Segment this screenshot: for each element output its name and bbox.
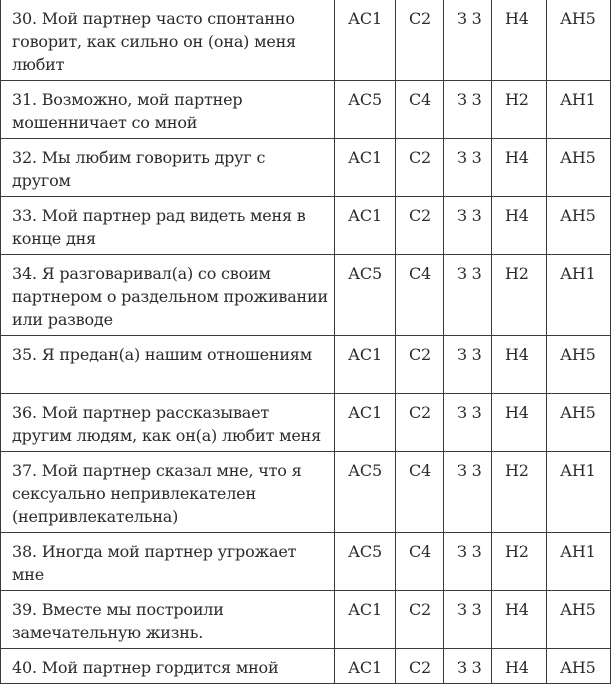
statement-cell: 32. Мы любим говорить друг с другом xyxy=(1,139,335,197)
answer-agree-cell: С2 xyxy=(396,0,444,81)
answer-agree-cell: С4 xyxy=(396,452,444,533)
answer-unsure-cell: З 3 xyxy=(444,336,492,394)
table-row-34 xyxy=(1,255,611,336)
answer-strongly-disagree-cell: АН5 xyxy=(547,394,611,452)
answer-strongly-agree-cell: АС1 xyxy=(335,649,396,684)
answer-unsure-cell: З 3 xyxy=(444,649,492,684)
table-row-39 xyxy=(1,591,611,649)
answer-disagree-cell: Н4 xyxy=(492,591,547,649)
answer-disagree-cell: Н4 xyxy=(492,336,547,394)
answer-unsure-cell: З 3 xyxy=(444,139,492,197)
statement-cell: 38. Иногда мой партнер угрожает мне xyxy=(1,533,335,591)
answer-strongly-disagree-cell: АН5 xyxy=(547,649,611,684)
answer-strongly-disagree-cell: АН1 xyxy=(547,452,611,533)
answer-strongly-agree-cell: АС5 xyxy=(335,81,396,139)
answer-agree-cell: С2 xyxy=(396,649,444,684)
answer-strongly-agree-cell: АС1 xyxy=(335,336,396,394)
statement-cell: 34. Я разговаривал(а) со своим партнером о раздельном проживании или разводе xyxy=(1,255,335,336)
answer-strongly-agree-cell: АС1 xyxy=(335,591,396,649)
answer-disagree-cell: Н4 xyxy=(492,0,547,81)
answer-unsure-cell: З 3 xyxy=(444,452,492,533)
answer-strongly-disagree-cell: АН5 xyxy=(547,336,611,394)
questionnaire-table-body xyxy=(1,0,611,684)
answer-unsure-cell: З 3 xyxy=(444,197,492,255)
statement-cell: 31. Возможно, мой партнер мошенничает со мной xyxy=(1,81,335,139)
statement-cell: 36. Мой партнер рассказывает другим людям, как он(а) любит меня xyxy=(1,394,335,452)
statement-cell: 35. Я предан(а) нашим отношениям xyxy=(1,336,335,394)
answer-strongly-agree-cell: АС5 xyxy=(335,533,396,591)
answer-strongly-agree-cell: АС1 xyxy=(335,0,396,81)
answer-strongly-agree-cell: АС5 xyxy=(335,255,396,336)
answer-unsure-cell: З 3 xyxy=(444,591,492,649)
answer-unsure-cell: З 3 xyxy=(444,533,492,591)
answer-strongly-disagree-cell: АН1 xyxy=(547,255,611,336)
answer-disagree-cell: Н4 xyxy=(492,197,547,255)
answer-strongly-disagree-cell: АН1 xyxy=(547,533,611,591)
table-row-36 xyxy=(1,394,611,452)
table-row-35 xyxy=(1,336,611,394)
answer-agree-cell: С2 xyxy=(396,591,444,649)
answer-strongly-disagree-cell: АН5 xyxy=(547,591,611,649)
answer-agree-cell: С2 xyxy=(396,336,444,394)
answer-agree-cell: С2 xyxy=(396,394,444,452)
table-row-32 xyxy=(1,139,611,197)
table-row-30 xyxy=(1,0,611,81)
answer-unsure-cell: З 3 xyxy=(444,255,492,336)
answer-disagree-cell: Н2 xyxy=(492,452,547,533)
answer-agree-cell: С4 xyxy=(396,81,444,139)
answer-strongly-agree-cell: АС1 xyxy=(335,197,396,255)
answer-agree-cell: С2 xyxy=(396,139,444,197)
statement-cell: 40. Мой партнер гордится мной xyxy=(1,649,335,684)
table-row-38 xyxy=(1,533,611,591)
table-row-31 xyxy=(1,81,611,139)
answer-strongly-disagree-cell: АН5 xyxy=(547,139,611,197)
answer-disagree-cell: Н2 xyxy=(492,533,547,591)
statement-cell: 39. Вместе мы построили замечательную жизнь. xyxy=(1,591,335,649)
answer-unsure-cell: З 3 xyxy=(444,81,492,139)
answer-unsure-cell: З 3 xyxy=(444,394,492,452)
answer-disagree-cell: Н4 xyxy=(492,139,547,197)
statement-cell: 30. Мой партнер часто спонтанно говорит, как сильно он (она) меня любит xyxy=(1,0,335,81)
statement-cell: 37. Мой партнер сказал мне, что я сексуально непривлекателен (непривлекательна) xyxy=(1,452,335,533)
answer-agree-cell: С4 xyxy=(396,255,444,336)
answer-strongly-agree-cell: АС1 xyxy=(335,394,396,452)
answer-disagree-cell: Н4 xyxy=(492,394,547,452)
answer-strongly-disagree-cell: АН1 xyxy=(547,81,611,139)
answer-disagree-cell: Н2 xyxy=(492,81,547,139)
table-row-33 xyxy=(1,197,611,255)
answer-disagree-cell: Н4 xyxy=(492,649,547,684)
answer-strongly-agree-cell: АС5 xyxy=(335,452,396,533)
answer-agree-cell: С2 xyxy=(396,197,444,255)
answer-disagree-cell: Н2 xyxy=(492,255,547,336)
table-row-37 xyxy=(1,452,611,533)
table-row-40 xyxy=(1,649,611,684)
statement-cell: 33. Мой партнер рад видеть меня в конце дня xyxy=(1,197,335,255)
answer-strongly-agree-cell: АС1 xyxy=(335,139,396,197)
answer-strongly-disagree-cell: АН5 xyxy=(547,197,611,255)
answer-unsure-cell: З 3 xyxy=(444,0,492,81)
answer-agree-cell: С4 xyxy=(396,533,444,591)
answer-strongly-disagree-cell: АН5 xyxy=(547,0,611,81)
